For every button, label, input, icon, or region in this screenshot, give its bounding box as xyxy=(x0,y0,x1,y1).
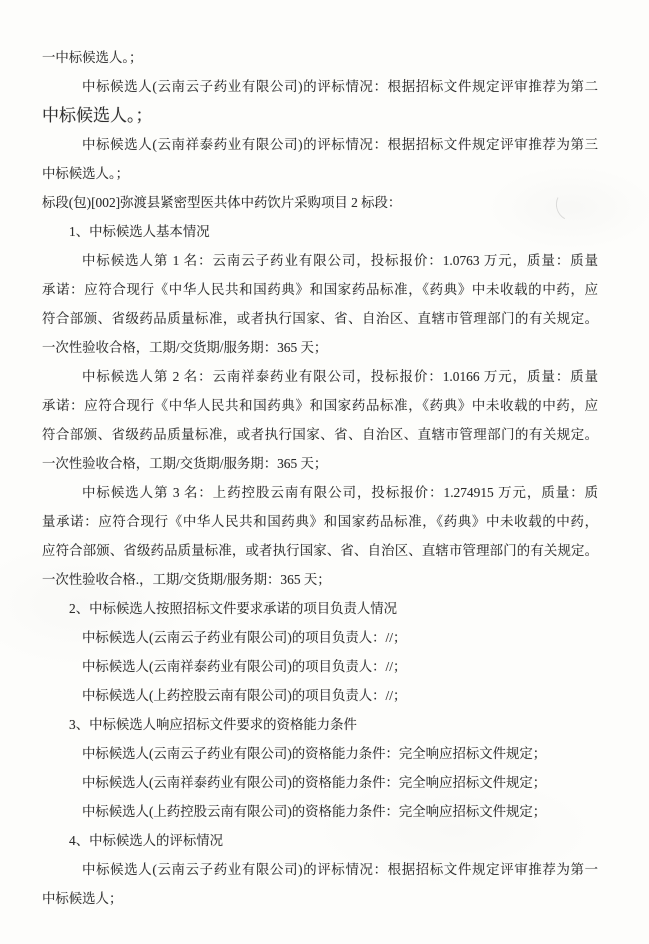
line-item-2-heading: 2、中标候选人按照招标文件要求承诺的项目负责人情况 xyxy=(69,601,398,616)
line-paragraph: 中标候选人第 2 名：云南祥泰药业有限公司，投标报价：1.0166 万元，质量：质量 xyxy=(82,369,598,384)
line-paragraph: 中标候选人(上药控股云南有限公司)的资格能力条件：完全响应招标文件规定； xyxy=(82,804,547,819)
line-item-3-heading: 3、中标候选人响应招标文件要求的资格能力条件 xyxy=(69,717,357,732)
line-item-1-heading: 1、中标候选人基本情况 xyxy=(69,224,210,239)
line-item-4-heading: 4、中标候选人的评标情况 xyxy=(69,833,223,848)
line-continuation: 一次性验收合格，工期/交货期/服务期：365 天； xyxy=(42,340,328,355)
line-continuation: 承诺：应符合现行《中华人民共和国药典》和国家药品标准，《药典》中未收载的中药，应 xyxy=(42,282,598,297)
line-section-label: 标段(包)[002]弥渡县紧密型医共体中药饮片采购项目 2 标段： xyxy=(42,195,402,210)
line-continuation: 中标候选人； xyxy=(42,891,123,906)
line-paragraph: 中标候选人第 3 名：上药控股云南有限公司，投标报价：1.274915 万元，质量：质 xyxy=(82,485,598,500)
line-continuation: 一中标候选人。； xyxy=(42,50,143,65)
line-continuation: 符合部颁、省级药品质量标准，或者执行国家、省、自治区、直辖市管理部门的有关规定。 xyxy=(42,427,598,442)
document-text-block xyxy=(42,43,598,913)
line-continuation: 中标候选人。； xyxy=(42,166,130,181)
line-continuation: 应符合部颁、省级药品质量标准，或者执行国家、省、自治区、直辖市管理部门的有关规定。 xyxy=(42,543,598,558)
line-paragraph: 中标候选人(云南云子药业有限公司)的资格能力条件：完全响应招标文件规定； xyxy=(82,746,547,761)
line-paragraph: 中标候选人(云南祥泰药业有限公司)的资格能力条件：完全响应招标文件规定； xyxy=(82,775,547,790)
line-continuation: 量承诺：应符合现行《中华人民共和国药典》和国家药品标准，《药典》中未收载的中药， xyxy=(42,514,598,529)
line-continuation: 一次性验收合格.，工期/交货期/服务期：365 天； xyxy=(42,572,331,587)
line-continuation: 承诺：应符合现行《中华人民共和国药典》和国家药品标准，《药典》中未收载的中药，应 xyxy=(42,398,598,413)
line-continuation: 中标候选人。； xyxy=(42,106,153,125)
line-paragraph: 中标候选人(上药控股云南有限公司)的项目负责人：//； xyxy=(82,688,407,703)
line-continuation: 符合部颁、省级药品质量标准，或者执行国家、省、自治区、直辖市管理部门的有关规定。 xyxy=(42,311,598,326)
line-paragraph: 中标候选人(云南祥泰药业有限公司)的项目负责人：//； xyxy=(82,659,407,674)
line-paragraph: 中标候选人(云南云子药业有限公司)的项目负责人：//； xyxy=(82,630,407,645)
line-paragraph: 中标候选人(云南云子药业有限公司)的评标情况：根据招标文件规定评审推荐为第一 xyxy=(82,862,598,877)
line-continuation: 一次性验收合格，工期/交货期/服务期：365 天； xyxy=(42,456,328,471)
line-paragraph: 中标候选人(云南祥泰药业有限公司)的评标情况：根据招标文件规定评审推荐为第三 xyxy=(82,137,598,152)
line-paragraph: 中标候选人第 1 名：云南云子药业有限公司，投标报价：1.0763 万元，质量：质量 xyxy=(82,253,598,268)
line-paragraph: 中标候选人(云南云子药业有限公司)的评标情况：根据招标文件规定评审推荐为第二 xyxy=(82,79,598,94)
